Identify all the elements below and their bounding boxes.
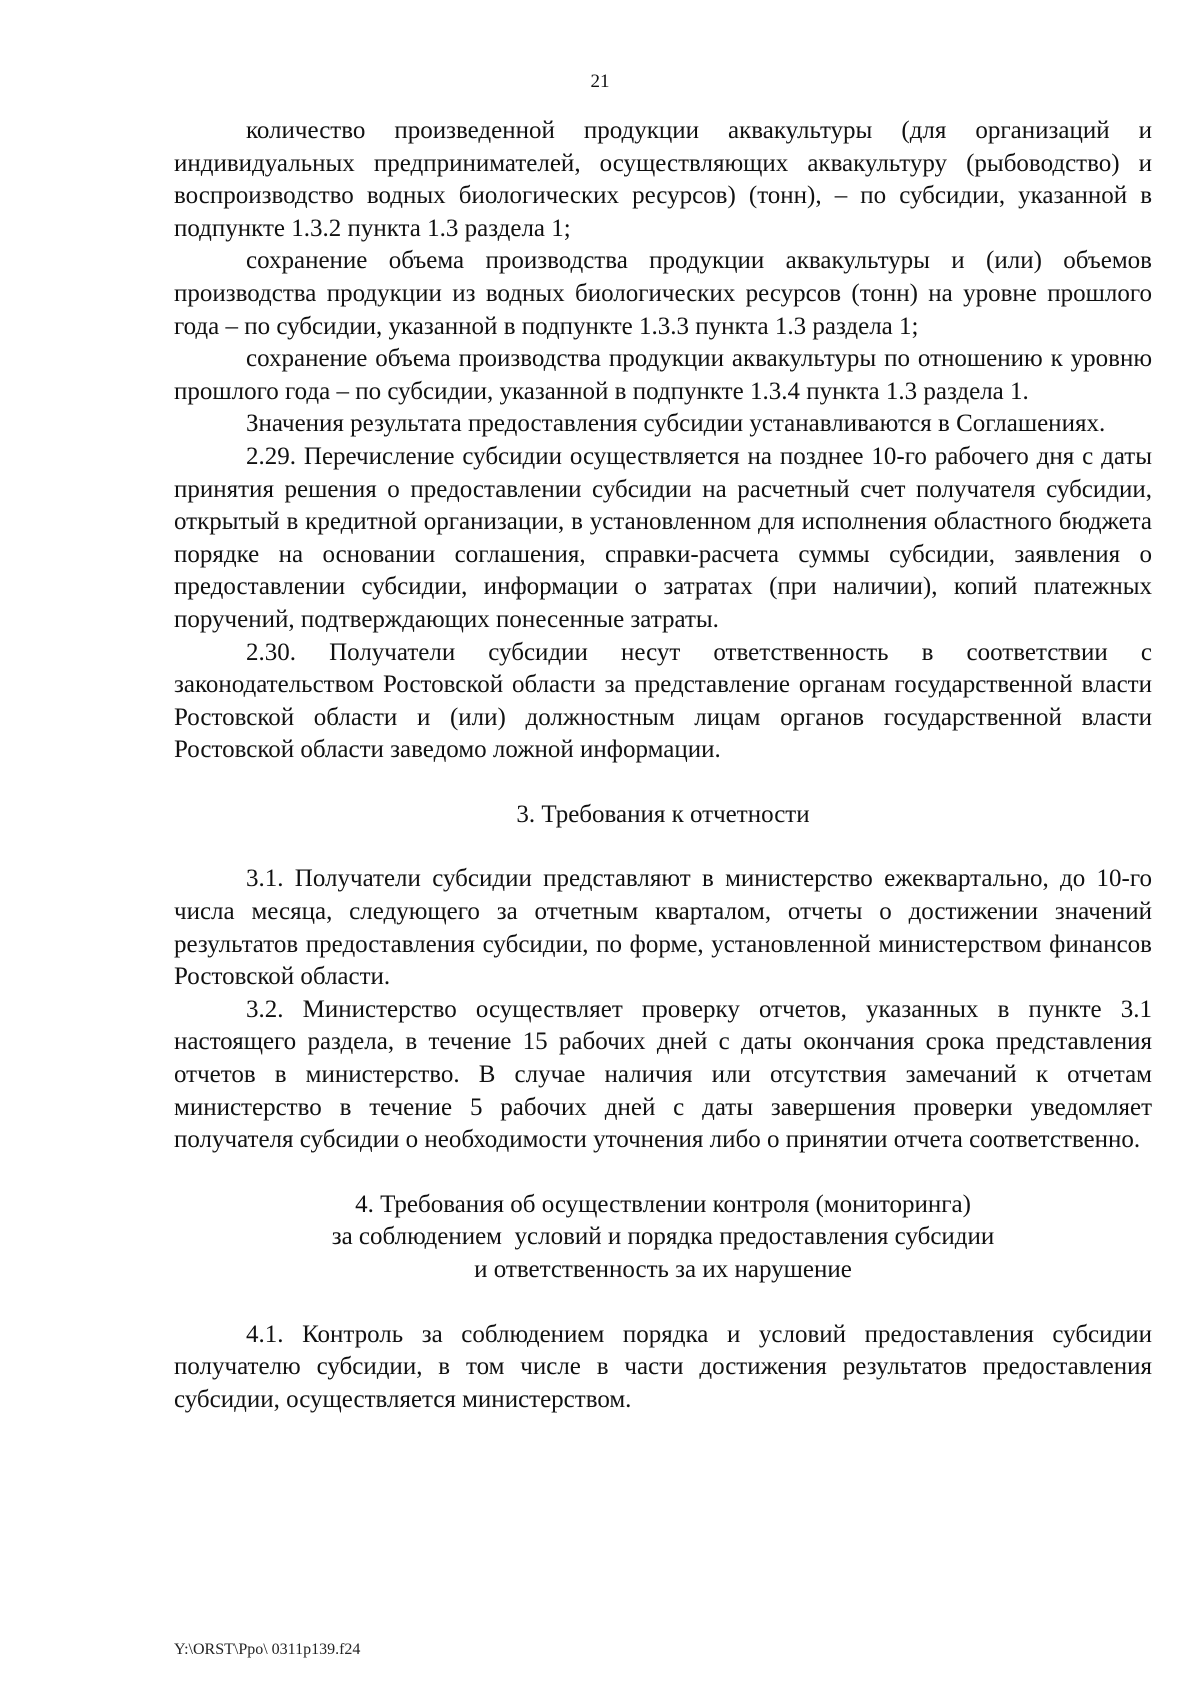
paragraph-result-values: Значения результата предоставления субсидии устанавливаются в Соглашениях.	[246, 410, 1106, 438]
section-4-heading	[174, 1189, 1152, 1287]
footer-file-path: Y:\ORST\Ppo\ 0311p139.f24	[174, 1641, 361, 1658]
section-4-heading-line: и ответственность за их нарушение	[474, 1256, 852, 1283]
section-4-heading-line: 4. Требования об осуществлении контроля (мониторинга)	[355, 1190, 971, 1218]
paragraph-3-2: 3.2. Министерство осуществляет проверку отчетов, указанных в пункте 3.1 настоящего раздела, в течение 15 рабочих дней с даты окончания срока представления отчетов в министерство. В случае наличия или отсутствия замечаний к отчетам министерство в течение 5 рабочих дней с даты завершения проверки уведомляет получателя субсидии о необходимости уточнения либо о принятии отчета соответственно.	[174, 995, 1152, 1154]
paragraph-2-29: 2.29. Перечисление субсидии осуществляется на позднее 10-го рабочего дня с даты принятия решения о предоставлении субсидии на расчетный счет получателя субсидии, открытый в кредитной организации, в установленном для исполнения областного бюджета порядке на основании соглашения, справки-расчета суммы субсидии, заявления о предоставлении субсидии, информации о затратах (при наличии), копий платежных поручений, подтверждающих понесенные затраты.	[174, 442, 1152, 633]
paragraph-aquaculture-volume: количество произведенной продукции аквакультуры (для организаций и индивидуальных предпринимателей, осуществляющих аквакультуру (рыбоводство) и воспроизводство водных биологических ресурсов) (тонн), – по субсидии, указанной в подпункте 1.3.2 пункта 1.3 раздела 1;	[174, 117, 1152, 242]
document-body	[174, 115, 1152, 1416]
paragraph-production-preservation: сохранение объема производства продукции аквакультуры и (или) объемов производства продукции из водных биологических ресурсов (тонн) на уровне прошлого года – по субсидии, указанной в подпункте 1.3.3 пункта 1.3 раздела 1;	[174, 247, 1152, 340]
section-4-heading-line: за соблюдением условий и порядка предоставления субсидии	[331, 1223, 995, 1251]
paragraph-4-1: 4.1. Контроль за соблюдением порядка и условий предоставления субсидии получателю субсидии, в том числе в части достижения результатов предоставления субсидии, осуществляется министерством.	[174, 1320, 1152, 1413]
section-3-heading: 3. Требования к отчетности	[516, 800, 810, 828]
page-number: 21	[590, 71, 610, 92]
paragraph-2-30: 2.30. Получатели субсидии несут ответственность в соответствии с законодательством Ростовской области за представление органам государственной власти Ростовской области и (или) должностным лицам органов государственной власти Ростовской области заведомо ложной информации.	[174, 638, 1152, 764]
paragraph-production-vs-last-year: сохранение объема производства продукции аквакультуры по отношению к уровню прошлого года – по субсидии, указанной в подпункте 1.3.4 пункта 1.3 раздела 1.	[174, 345, 1152, 405]
paragraph-3-1: 3.1. Получатели субсидии представляют в министерство ежеквартально, до 10-го числа месяца, следующего за отчетным кварталом, отчеты о достижении значений результатов предоставления субсидии, по форме, установленной министерством финансов Ростовской области.	[174, 865, 1152, 991]
